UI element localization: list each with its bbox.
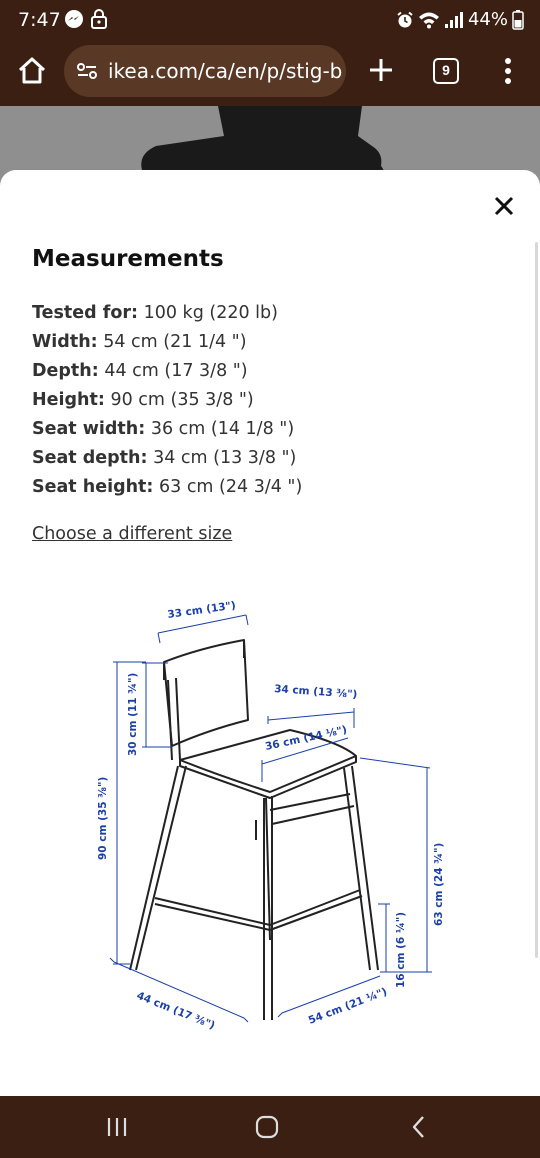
signal-icon [444,11,464,29]
home-icon[interactable] [16,55,48,87]
browser-toolbar [0,38,540,106]
status-left-icons [64,9,108,29]
status-right [396,9,524,30]
spec-row-width [32,328,302,357]
spec-value: 100 kg (220 lb) [138,303,278,323]
dim-seat-depth-label: 34 cm (13 ⅜") [273,683,358,701]
spec-row-tested-for [32,299,302,328]
url-text: ikea.com/ca/en/p/stig-b [108,59,343,83]
wifi-icon [418,11,440,29]
sheet-title: Measurements [32,246,224,272]
spec-row-height [32,386,302,415]
dim-back-width-label: 33 cm (13") [166,599,237,621]
back-nav-icon[interactable] [404,1112,434,1142]
dim-depth-label: 44 cm (17 ⅜") [134,989,217,1032]
system-navigation-bar [0,1096,540,1158]
dim-seat-width-label: 36 cm (14 ⅛") [264,723,349,753]
measurements-sheet [0,170,540,1096]
dim-footrest-height-label: 16 cm (6 ¼") [395,912,407,988]
dim-width-label: 54 cm (21 ¼") [306,985,389,1027]
home-nav-icon[interactable] [252,1112,282,1142]
spec-row-seat-depth [32,444,302,473]
spec-list [32,299,302,502]
spec-value: 90 cm (35 3/8 ") [104,390,254,410]
stool-dimension-diagram [80,580,480,1055]
new-tab-icon[interactable] [366,55,396,85]
address-bar[interactable] [64,45,346,97]
status-bar [0,0,540,38]
spec-label: Height: [32,390,105,410]
close-icon[interactable] [492,194,516,218]
choose-size-link[interactable]: Choose a different size [32,524,233,544]
spec-label: Seat depth: [32,448,148,468]
dim-total-height-label: 90 cm (35 ⅜") [97,776,109,860]
site-settings-icon[interactable] [76,61,98,81]
spec-label: Seat width: [32,419,146,439]
alarm-icon [396,11,414,29]
spec-value: 34 cm (13 3/8 ") [147,448,297,468]
status-time: 7:47 [18,9,61,31]
spec-value: 54 cm (21 1/4 ") [97,332,247,352]
messenger-icon [64,9,84,29]
spec-value: 36 cm (14 1/8 ") [145,419,295,439]
scrollbar[interactable] [535,242,538,958]
spec-value: 63 cm (24 3/4 ") [153,477,303,497]
lock-icon [90,9,108,29]
spec-row-seat-width [32,415,302,444]
dim-back-height-label: 30 cm (11 ¾") [127,672,139,756]
battery-icon [512,10,524,30]
spec-label: Width: [32,332,98,352]
spec-row-depth [32,357,302,386]
more-menu-icon[interactable] [496,56,520,86]
spec-value: 44 cm (17 3/8 ") [98,361,248,381]
battery-percent: 44% [467,9,508,30]
recent-apps-icon[interactable] [102,1112,132,1142]
spec-row-seat-height [32,473,302,502]
dim-seat-height-label: 63 cm (24 ¾") [433,842,445,926]
tab-switcher-button[interactable]: 9 [433,58,459,84]
spec-label: Tested for: [32,303,139,323]
spec-label: Seat height: [32,477,154,497]
spec-label: Depth: [32,361,99,381]
